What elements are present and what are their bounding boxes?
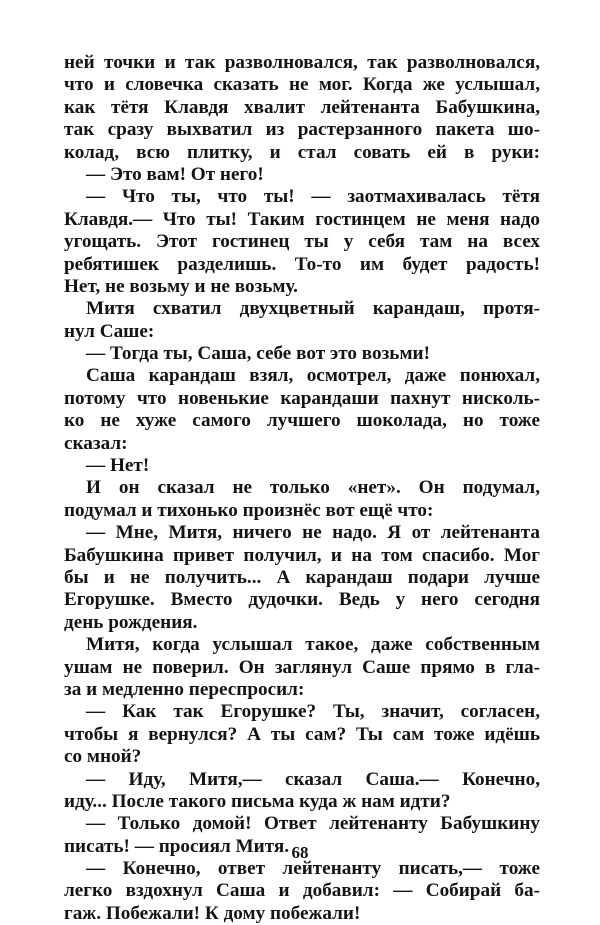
text-line: со мной? [64, 746, 142, 768]
text-line: иду... После такого письма куда ж нам идти? [64, 790, 451, 812]
text-line: — Мне, Митя, ничего не надо. Я от лейтенанта [86, 522, 540, 544]
text-line: И он сказал не только «нет». Он подумал, [86, 477, 540, 499]
text-line: колад, всю плитку, и стал совать ей в руки: [64, 141, 540, 163]
text-line: день рождения. [64, 611, 198, 633]
text-line: — Что ты, что ты! — заотмахивалась тётя [86, 186, 540, 208]
text-line: — Иду, Митя,— сказал Саша.— Конечно, [86, 768, 540, 790]
text-line: за и медленно переспросил: [64, 678, 305, 700]
text-line: Клавдя.— Что ты! Таким гостинцем не меня надо [64, 208, 540, 230]
text-line: угощать. Этот гостинец ты у себя там на всех [64, 231, 540, 253]
text-line: Бабушкина привет получил, и на том спасибо. Мог [64, 544, 540, 566]
text-line: — Как так Егорушке? Ты, значит, согласен, [86, 701, 540, 723]
text-line: Нет, не возьму и не возьму. [64, 275, 298, 297]
text-line: — Тогда ты, Саша, себе вот это возьми! [86, 343, 430, 365]
text-line: что и словечка сказать не мог. Когда же услышал, [64, 74, 540, 96]
text-line: сказал: [64, 432, 128, 454]
text-line: подумал и тихонько произнёс вот ещё что: [64, 499, 434, 521]
text-line: потому что новенькие карандаши пахнут нисколь- [64, 387, 540, 409]
text-line: — Только домой! Ответ лейтенанту Бабушкину [86, 813, 540, 835]
text-line: ней точки и так разволновался, так разволновался, [64, 52, 540, 73]
page-number: 68 [291, 843, 309, 862]
text-line: чтобы я вернулся? А ты сам? Ты сам тоже идёшь [64, 723, 540, 745]
text-line: как тётя Клавдя хвалит лейтенанта Бабушкина, [64, 96, 540, 118]
text-line: ко не хуже самого лучшего шоколада, но тоже [64, 410, 540, 432]
text-line: ребятишек разделишь. То-то им будет радость! [64, 253, 540, 275]
text-line: легко вздохнул Саша и добавил: — Собирай ба- [64, 880, 540, 902]
text-line: ушам не поверил. Он заглянул Саше прямо в гла- [64, 656, 540, 678]
text-line: гаж. Побежали! К дому побежали! [64, 902, 361, 924]
text-line: Егорушке. Вместо дудочки. Ведь у него сегодня [64, 589, 540, 611]
text-line: — Это вам! От него! [86, 163, 264, 185]
text-line: писать! — просиял Митя. [64, 835, 290, 857]
text-line: так сразу выхватил из растерзанного пакета шо- [64, 119, 540, 141]
text-line: — Нет! [86, 455, 150, 477]
text-line: бы и не получить... А карандаш подари лучше [64, 566, 540, 588]
text-line: Митя, когда услышал такое, даже собственным [86, 634, 540, 656]
text-line: Митя схватил двухцветный карандаш, протя- [86, 298, 540, 320]
text-line: — Конечно, ответ лейтенанту писать,— тоже [86, 858, 540, 880]
text-line: Саша карандаш взял, осмотрел, даже понюхал, [86, 365, 540, 387]
book-page-text [64, 52, 540, 925]
text-line: нул Саше: [64, 320, 155, 342]
